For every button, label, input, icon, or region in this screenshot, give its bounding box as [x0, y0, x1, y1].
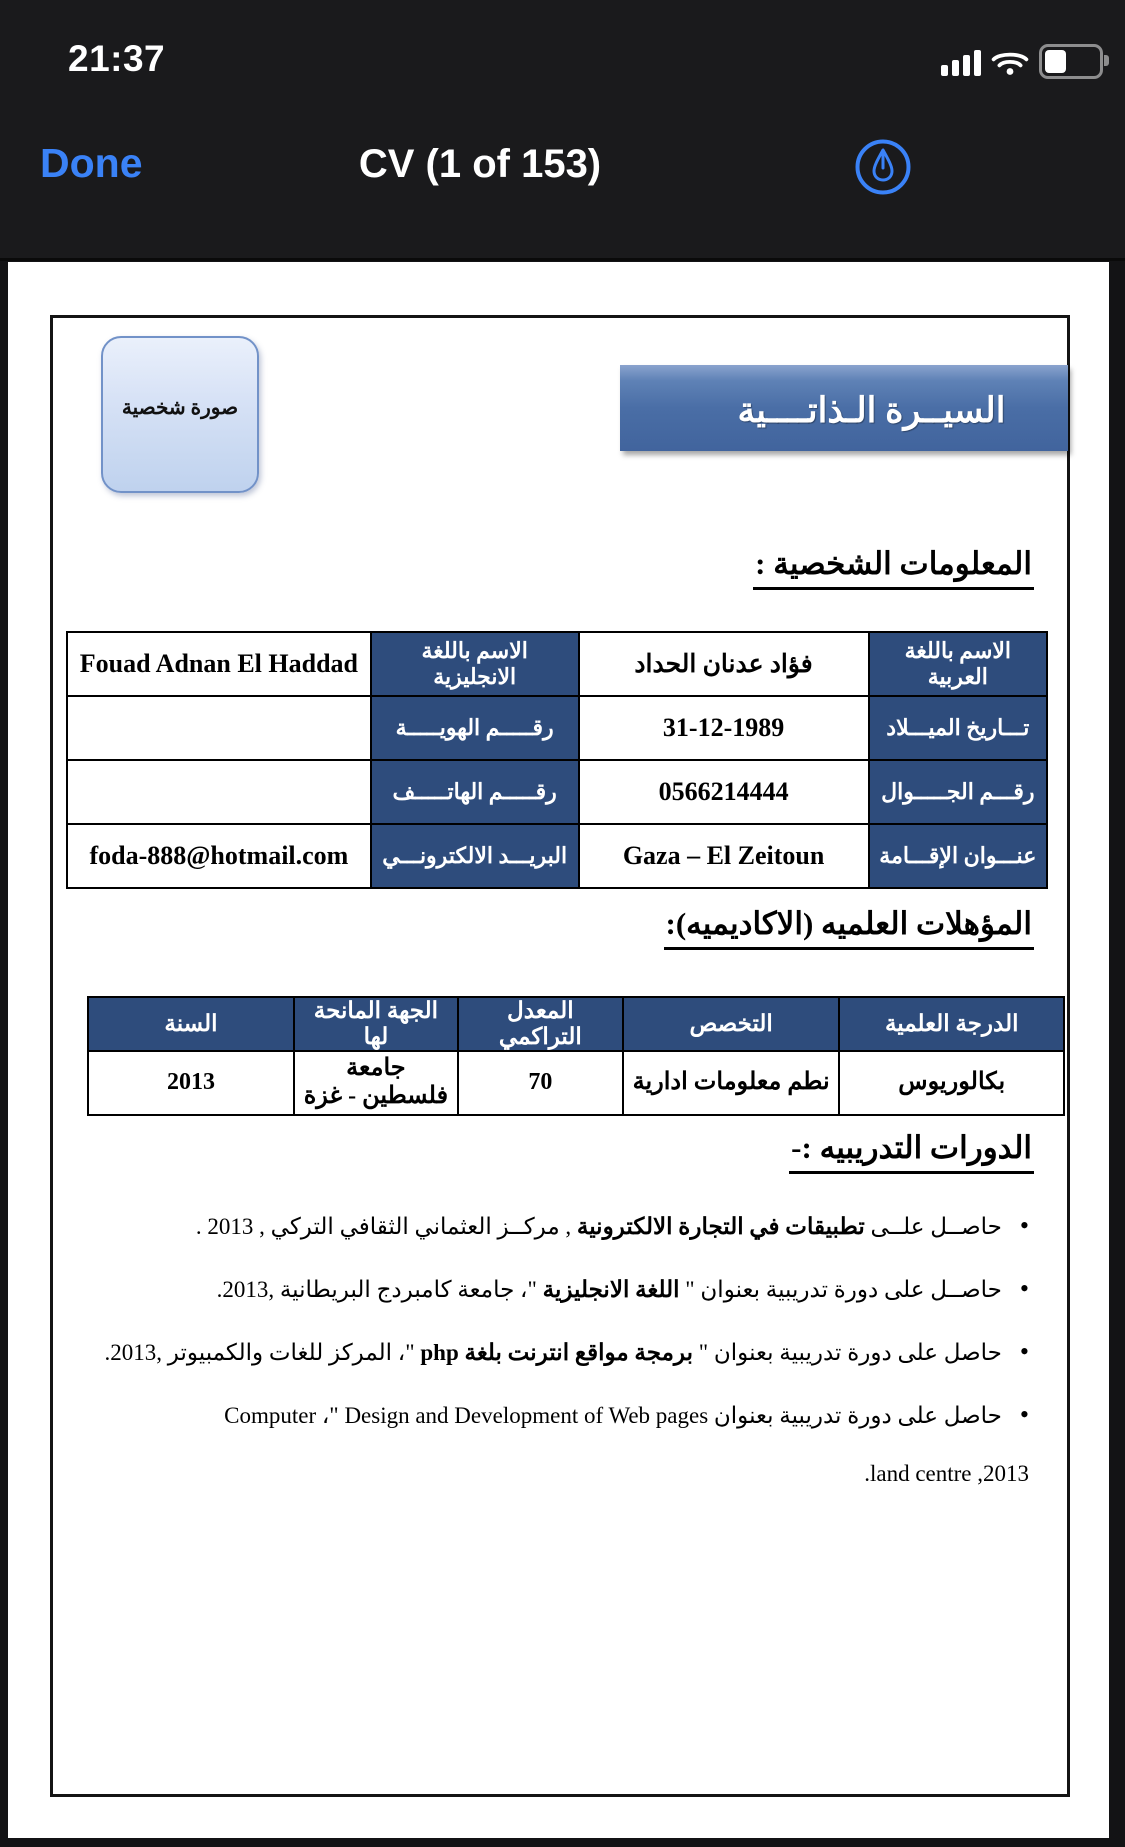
bullet-icon: •	[1019, 1337, 1029, 1366]
course-item-continuation: 2013, land centre.	[864, 1461, 1029, 1486]
cv-content-box	[50, 315, 1070, 1797]
address-label: عنـــوان الإقـــامة	[869, 824, 1047, 888]
academic-table	[87, 996, 1065, 1116]
id-number-label: رقـــــم الهويـــــة	[371, 696, 579, 760]
pdf-page	[8, 262, 1109, 1838]
course-item: •حاصل على دورة تدريبية بعنوان Design and Development of Web pages "، Computer	[224, 1400, 1029, 1429]
wifi-icon	[991, 47, 1029, 77]
table-row	[67, 824, 1047, 888]
phone-value	[67, 760, 371, 824]
email-label: البريـــد الالكترونـــي	[371, 824, 579, 888]
degree-header: الدرجة العلمية	[839, 997, 1064, 1051]
top-bars	[0, 0, 1125, 261]
phone-label: رقـــــم الهاتـــــف	[371, 760, 579, 824]
done-button[interactable]: Done	[40, 140, 143, 186]
institution-value: جامعة فلسطين - غزة	[294, 1051, 458, 1115]
name-en-label: الاسم باللغة الانجليزية	[371, 632, 579, 696]
email-value: foda-888@hotmail.com	[67, 824, 371, 888]
table-row	[67, 696, 1047, 760]
status-time: 21:37	[68, 38, 166, 79]
courses-heading: الدورات التدريبيه :-	[789, 1130, 1034, 1174]
degree-value: بكالوريوس	[839, 1051, 1064, 1115]
address-value: Gaza – El Zeitoun	[579, 824, 869, 888]
course-item: •حاصل على دورة تدريبية بعنوان " برمجة مواقع انترنت بلغة php "، المركز للغات والكمبيوتر ,2013.	[104, 1337, 1029, 1366]
battery-level	[1045, 50, 1066, 73]
name-ar-label: الاسم باللغة العربية	[869, 632, 1047, 696]
year-value: 2013	[88, 1051, 294, 1115]
mobile-value: 0566214444	[579, 760, 869, 824]
markup-pen-icon	[853, 137, 913, 197]
id-number-value	[67, 696, 371, 760]
table-row	[67, 632, 1047, 696]
table-row	[67, 760, 1047, 824]
institution-header: الجهة المانحة لها	[294, 997, 458, 1051]
major-value: نطم معلومات ادارية	[623, 1051, 840, 1115]
page-title: CV (1 of 153)	[358, 142, 602, 186]
bullet-icon: •	[1019, 1400, 1029, 1429]
major-header: التخصص	[623, 997, 840, 1051]
courses-list	[83, 1206, 1029, 1516]
cv-title-text: السيــرة الـذاتــــية	[737, 391, 1006, 430]
cv-title-banner	[620, 365, 1068, 451]
personal-info-heading: المعلومات الشخصية :	[753, 546, 1034, 590]
mobile-label: رقـــم الجـــــوال	[869, 760, 1047, 824]
table-header-row	[88, 997, 1064, 1051]
gpa-value: 70	[458, 1051, 623, 1115]
bullet-icon: •	[1019, 1211, 1029, 1240]
markup-pen-button[interactable]	[853, 137, 913, 197]
battery-icon	[1039, 44, 1103, 79]
course-item: •حاصــل علــى تطبيقات في التجارة الالكترونية , مركــز العثماني الثقافي التركي , 2013 .	[195, 1211, 1029, 1240]
name-en-value: Fouad Adnan El Haddad	[67, 632, 371, 696]
birth-date-value: 31-12-1989	[579, 696, 869, 760]
birth-date-label: تـــاريخ الميـــلاد	[869, 696, 1047, 760]
year-header: السنة	[88, 997, 294, 1051]
battery-nub	[1104, 55, 1109, 66]
cellular-signal-icon	[941, 48, 981, 76]
personal-info-table	[66, 631, 1048, 889]
status-icons	[941, 44, 1103, 79]
bullet-icon: •	[1019, 1274, 1029, 1303]
name-ar-value: فؤاد عدنان الحداد	[579, 632, 869, 696]
course-item: •حاصــل على دورة تدريبية بعنوان " اللغة الانجليزية "، جامعة كامبردج البريطانية ,2013.	[216, 1274, 1029, 1303]
photo-placeholder	[101, 336, 259, 493]
gpa-header: المعدل التراكمي	[458, 997, 623, 1051]
academic-heading: المؤهلات العلميه (الاكاديميه):	[664, 906, 1035, 950]
table-row	[88, 1051, 1064, 1115]
photo-placeholder-label: صورة شخصية	[121, 397, 239, 419]
